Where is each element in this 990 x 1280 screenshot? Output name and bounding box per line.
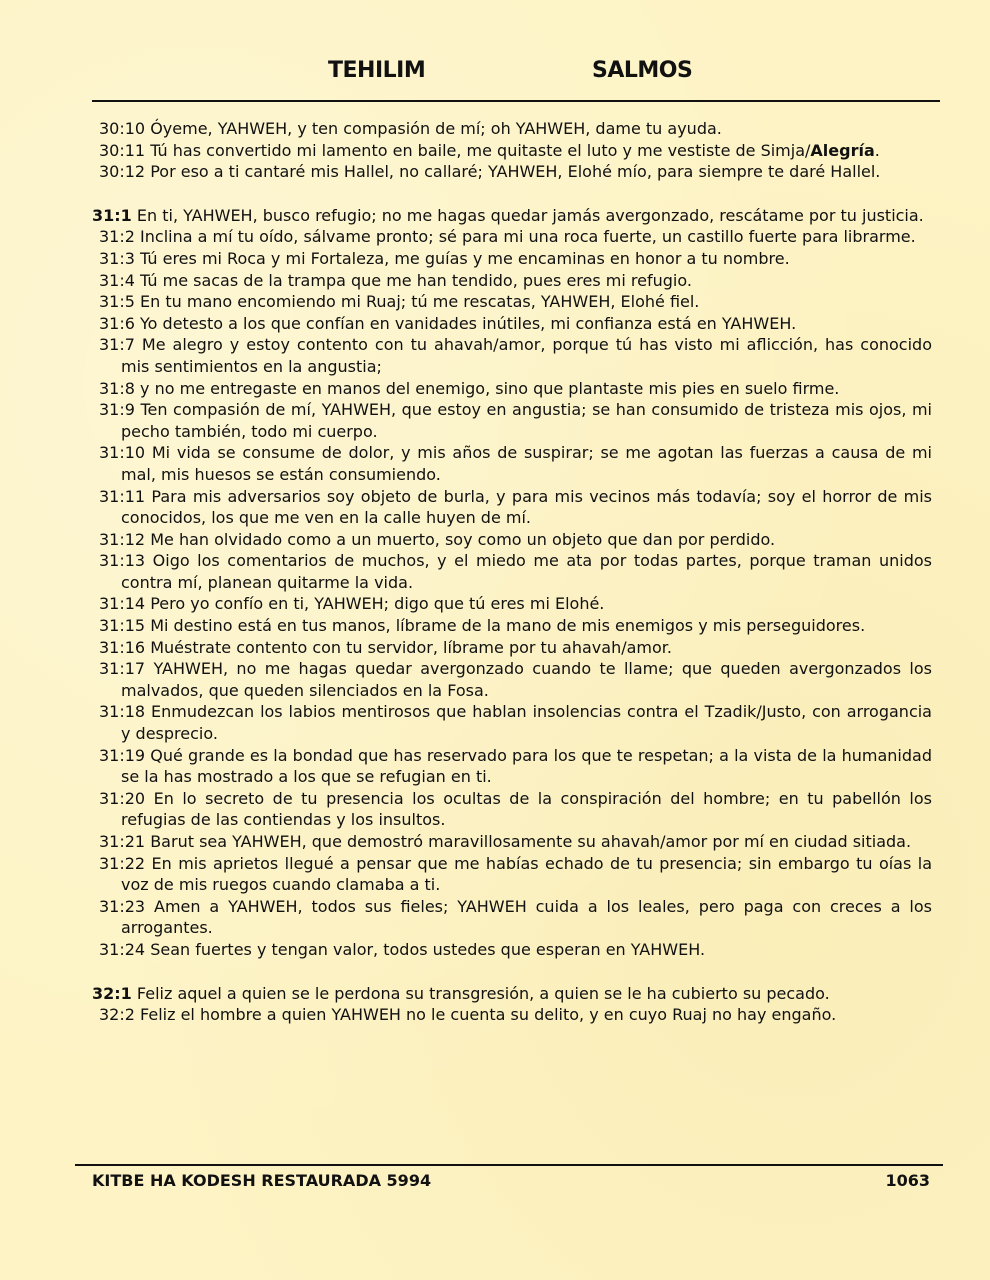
- verse-text: Qué grande es la bondad que has reservado para los que te respetan; a la vista de la humanidad se la has mostrado a los que se refugian en ti.: [121, 745, 932, 787]
- verse-number: 30:11: [99, 140, 146, 160]
- verse-number: 31:21: [99, 832, 146, 851]
- section-gap: [92, 961, 932, 983]
- verse-number: 31:7: [99, 335, 135, 355]
- verse-emphasis: Alegría: [810, 140, 875, 160]
- verse-text: Ten compasión de mí, YAHWEH, que estoy en angustia; se han consumido de tristeza mis ojos, mi pecho también, todo mi cuerpo.: [121, 400, 932, 441]
- header-rule: [92, 100, 940, 102]
- verse: [92, 983, 932, 1005]
- book-title-spanish: SALMOS: [592, 58, 693, 83]
- verse-text: Feliz aquel a quien se le perdona su transgresión, a quien se le ha cubierto su pecado.: [136, 983, 830, 1003]
- verse-text: y no me entregaste en manos del enemigo, sino que plantaste mis pies en suelo firme.: [140, 378, 840, 398]
- verse: [92, 334, 932, 377]
- verse-text: Pero yo confío en ti, YAHWEH; digo que tú eres mi Elohé.: [150, 594, 605, 614]
- verse-text: Yo detesto a los que confían en vanidades inútiles, mi confianza está en YAHWEH.: [140, 313, 797, 333]
- verse-text: Por eso a ti cantaré mis Hallel, no callaré; YAHWEH, Elohé mío, para siempre te daré Hallel.: [150, 162, 881, 182]
- verse-text: Oigo los comentarios de muchos, y el miedo me ata por todas partes, porque traman unidos contra mí, planean quitarme la vida.: [121, 551, 932, 592]
- verse: [92, 853, 932, 896]
- verse-text: En lo secreto de tu presencia los ocultas de la conspiración del hombre; en tu pabellón los refugias de las contiendas y los insultos.: [121, 788, 932, 830]
- verse-number: 31:8: [99, 378, 135, 398]
- verse-number: 31:2: [99, 227, 135, 247]
- verse-text-end: .: [874, 140, 880, 160]
- psalm-32: [92, 983, 932, 1026]
- verse-number: 31:16: [99, 637, 146, 657]
- verse-text: En tu mano encomiendo mi Ruaj; tú me rescatas, YAHWEH, Elohé fiel.: [140, 292, 700, 312]
- verse: [92, 529, 932, 551]
- verse: [92, 118, 932, 140]
- verse-number: 31:13: [99, 551, 146, 571]
- verse-number: 31:15: [99, 616, 146, 636]
- verse: [92, 399, 932, 442]
- verse-text: Barut sea YAHWEH, que demostró maravillosamente su ahavah/amor por mí en ciudad sitiada.: [150, 832, 912, 851]
- verse: [92, 486, 932, 529]
- verse-text: Tú me sacas de la trampa que me han tendido, pues eres mi refugio.: [140, 270, 692, 290]
- verse-text: Tú has convertido mi lamento en baile, me quitaste el luto y me vestiste de Simja/: [150, 140, 811, 160]
- verse-number: 31:23: [99, 896, 146, 916]
- footer-rule: [75, 1164, 943, 1166]
- verse-text: Mi destino está en tus manos, líbrame de la mano de mis enemigos y mis perseguidores.: [150, 616, 866, 636]
- psalm-31: [92, 205, 932, 961]
- verse-number: 31:9: [99, 400, 135, 420]
- verse: [92, 313, 932, 335]
- scripture-text: [92, 118, 932, 1026]
- verse-text: Me han olvidado como a un muerto, soy como un objeto que dan por perdido.: [150, 529, 776, 549]
- verse-text: Inclina a mí tu oído, sálvame pronto; sé para mi una roca fuerte, un castillo fuerte para librarme.: [140, 227, 916, 247]
- verse: [92, 637, 932, 659]
- verse: [92, 1004, 932, 1026]
- verse-number: 30:10: [99, 119, 146, 138]
- verse: [92, 248, 932, 270]
- verse-text: Enmudezcan los labios mentirosos que hablan insolencias contra el Tzadik/Justo, con arrogancia y desprecio.: [121, 702, 932, 744]
- verse-number: 31:18: [99, 702, 146, 722]
- verse-text: Sean fuertes y tengan valor, todos ustedes que esperan en YAHWEH.: [150, 939, 706, 959]
- verse: [92, 291, 932, 313]
- verse: [92, 939, 932, 961]
- verse-text: Muéstrate contento con tu servidor, líbrame por tu ahavah/amor.: [150, 637, 672, 657]
- verse-text: Amen a YAHWEH, todos sus fieles; YAHWEH cuida a los leales, pero paga con creces a los arrogantes.: [121, 896, 932, 938]
- verse: [92, 378, 932, 400]
- verse: [92, 550, 932, 593]
- verse-number: 32:2: [99, 1005, 135, 1025]
- verse-number: 31:19: [99, 745, 146, 765]
- verse-number: 31:12: [99, 529, 146, 549]
- verse: [92, 593, 932, 615]
- verse-text: Feliz el hombre a quien YAHWEH no le cuenta su delito, y en cuyo Ruaj no hay engaño.: [140, 1005, 837, 1025]
- section-gap: [92, 183, 932, 205]
- verse-number: 31:5: [99, 292, 135, 312]
- verse: [92, 140, 932, 162]
- verse: [92, 161, 932, 183]
- footer-book-title: KITBE HA KODESH RESTAURADA 5994: [92, 1171, 432, 1190]
- verse-number: 31:3: [99, 248, 135, 268]
- verse: [92, 658, 932, 701]
- verse: [92, 701, 932, 744]
- verse-text: YAHWEH, no me hagas quedar avergonzado cuando te llame; que queden avergonzados los malvados, que queden silenciados en la Fosa.: [121, 659, 933, 700]
- verse: [92, 896, 932, 939]
- verse-text: Óyeme, YAHWEH, y ten compasión de mí; oh YAHWEH, dame tu ayuda.: [150, 119, 722, 138]
- verse-text: En mis aprietos llegué a pensar que me habías echado de tu presencia; sin embargo tu oías la voz de mis ruegos cuando clamaba a ti.: [121, 853, 933, 895]
- verse: [92, 205, 932, 227]
- verse-number: 31:11: [99, 486, 146, 506]
- verse: [92, 270, 932, 292]
- verse-number: 31:20: [99, 788, 146, 808]
- page-header: [92, 58, 940, 94]
- verse: [92, 788, 932, 831]
- page-number: 1063: [885, 1171, 930, 1190]
- verse: [92, 831, 932, 853]
- verse-number: 31:22: [99, 853, 146, 873]
- verse-number: 31:6: [99, 313, 135, 333]
- verse-number: 31:4: [99, 270, 135, 290]
- verse: [92, 442, 932, 485]
- verse-number: 31:24: [99, 939, 146, 959]
- verse-number: 31:10: [99, 443, 146, 463]
- verse-text: Tú eres mi Roca y mi Fortaleza, me guías y me encaminas en honor a tu nombre.: [140, 248, 790, 268]
- verse: [92, 615, 932, 637]
- verse: [92, 745, 932, 788]
- verse-text: Me alegro y estoy contento con tu ahavah/amor, porque tú has visto mi aflicción, has conocido mis sentimientos en la angustia;: [121, 335, 932, 376]
- verse-number: 32:1: [92, 983, 132, 1003]
- verse-number: 31:14: [99, 594, 146, 614]
- verse-number: 31:1: [92, 205, 132, 225]
- verse-text: En ti, YAHWEH, busco refugio; no me hagas quedar jamás avergonzado, rescátame por tu justicia.: [136, 205, 924, 225]
- verse-text: Mi vida se consume de dolor, y mis años de suspirar; se me agotan las fuerzas a causa de mi mal, mis huesos se están consumiendo.: [121, 443, 933, 484]
- verse-text: Para mis adversarios soy objeto de burla, y para mis vecinos más todavía; soy el horror de mis conocidos, los que me ven en la calle huyen de mí.: [121, 486, 932, 528]
- verse: [92, 226, 932, 248]
- book-title-hebrew: TEHILIM: [328, 58, 426, 83]
- verse-number: 30:12: [99, 162, 146, 182]
- verse-number: 31:17: [99, 659, 146, 679]
